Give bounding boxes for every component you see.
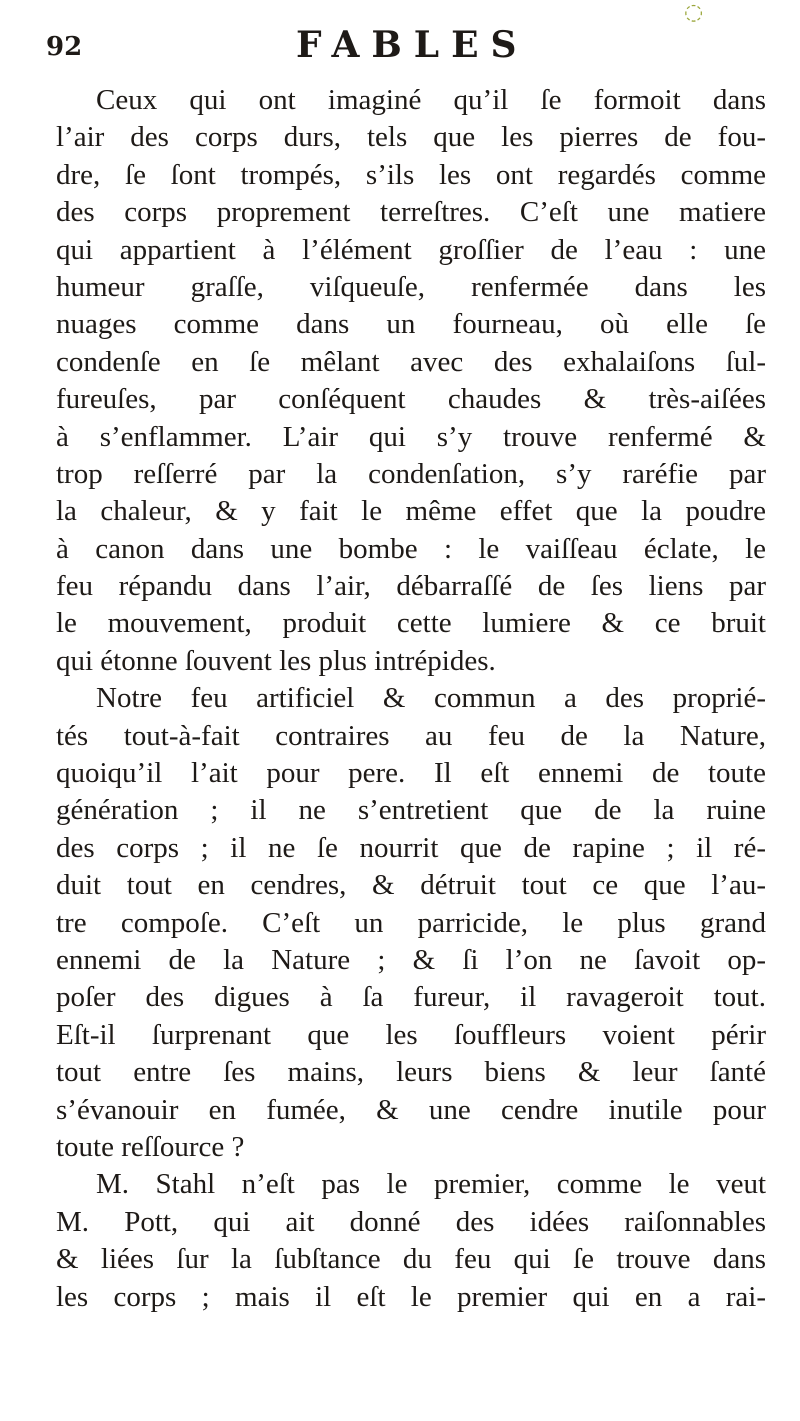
- text-line: & liées ſur la ſubſtance du feu qui ſe trouve dans: [56, 1243, 766, 1276]
- text-line: feu répandu dans l’air, débarraſſé de ſes liens par: [56, 570, 766, 603]
- page-number: 92: [46, 32, 83, 62]
- text-line: à s’enflammer. L’air qui s’y trouve renfermé &: [56, 420, 766, 453]
- ink-stain-mark: ◌: [684, 0, 704, 25]
- text-line: qui appartient à l’élément groſſier de l’eau : une: [56, 233, 766, 266]
- text-line: fureuſes, par conſéquent chaudes & très-aiſées: [56, 383, 766, 416]
- text-line: génération ; il ne s’entretient que de la ruine: [56, 794, 766, 827]
- text-line: ennemi de la Nature ; & ſi l’on ne ſavoit op-: [56, 943, 766, 976]
- text-line: Notre feu artificiel & commun a des proprié-: [96, 682, 766, 715]
- text-line: des corps ; il ne ſe nourrit que de rapine ; il ré-: [56, 831, 766, 864]
- text-line: Eſt-il ſurprenant que les ſouffleurs voient périr: [56, 1018, 766, 1051]
- text-line: M. Pott, qui ait donné des idées raiſonnables: [56, 1205, 766, 1238]
- text-line: à canon dans une bombe : le vaiſſeau éclate, le: [56, 532, 766, 565]
- text-line: les corps ; mais il eſt le premier qui en a rai-: [56, 1280, 766, 1313]
- paragraph: [56, 82, 766, 680]
- paragraph: [56, 680, 766, 1166]
- text-line: s’évanouir en fumée, & une cendre inutile pour: [56, 1093, 766, 1126]
- text-line: le mouvement, produit cette lumiere & ce bruit: [56, 607, 766, 640]
- text-line: l’air des corps durs, tels que les pierres de fou-: [56, 121, 766, 154]
- page-header: [46, 22, 766, 68]
- text-line: nuages comme dans un fourneau, où elle ſe: [56, 308, 766, 341]
- text-line: des corps proprement terreſtres. C’eſt une matiere: [56, 196, 766, 229]
- text-line: quoiqu’il l’ait pour pere. Il eſt ennemi de toute: [56, 757, 766, 790]
- text-line: duit tout en cendres, & détruit tout ce que l’au-: [56, 869, 766, 902]
- body-text: [56, 82, 766, 1316]
- running-title: FABLES: [296, 24, 529, 66]
- text-line: la chaleur, & y fait le même effet que la poudre: [56, 495, 766, 528]
- text-line: humeur graſſe, viſqueuſe, renfermée dans les: [56, 270, 766, 303]
- text-line: tés tout-à-fait contraires au feu de la Nature,: [56, 719, 766, 752]
- text-line: dre, ſe ſont trompés, s’ils les ont regardés comme: [56, 158, 766, 191]
- text-line: M. Stahl n’eſt pas le premier, comme le veut: [96, 1168, 766, 1201]
- text-line: tre compoſe. C’eſt un parricide, le plus grand: [56, 906, 766, 939]
- text-line: condenſe en ſe mêlant avec des exhalaiſons ſul-: [56, 345, 766, 378]
- text-line: poſer des digues à ſa fureur, il ravageroit tout.: [56, 981, 766, 1014]
- text-line: tout entre ſes mains, leurs biens & leur ſanté: [56, 1056, 766, 1089]
- text-line: trop reſſerré par la condenſation, s’y raréfie par: [56, 457, 766, 490]
- text-line: Ceux qui ont imaginé qu’il ſe formoit dans: [96, 84, 766, 116]
- text-line: toute reſſource ?: [56, 1130, 245, 1163]
- paragraph: [56, 1166, 766, 1316]
- text-line: qui étonne ſouvent les plus intrépides.: [56, 644, 496, 677]
